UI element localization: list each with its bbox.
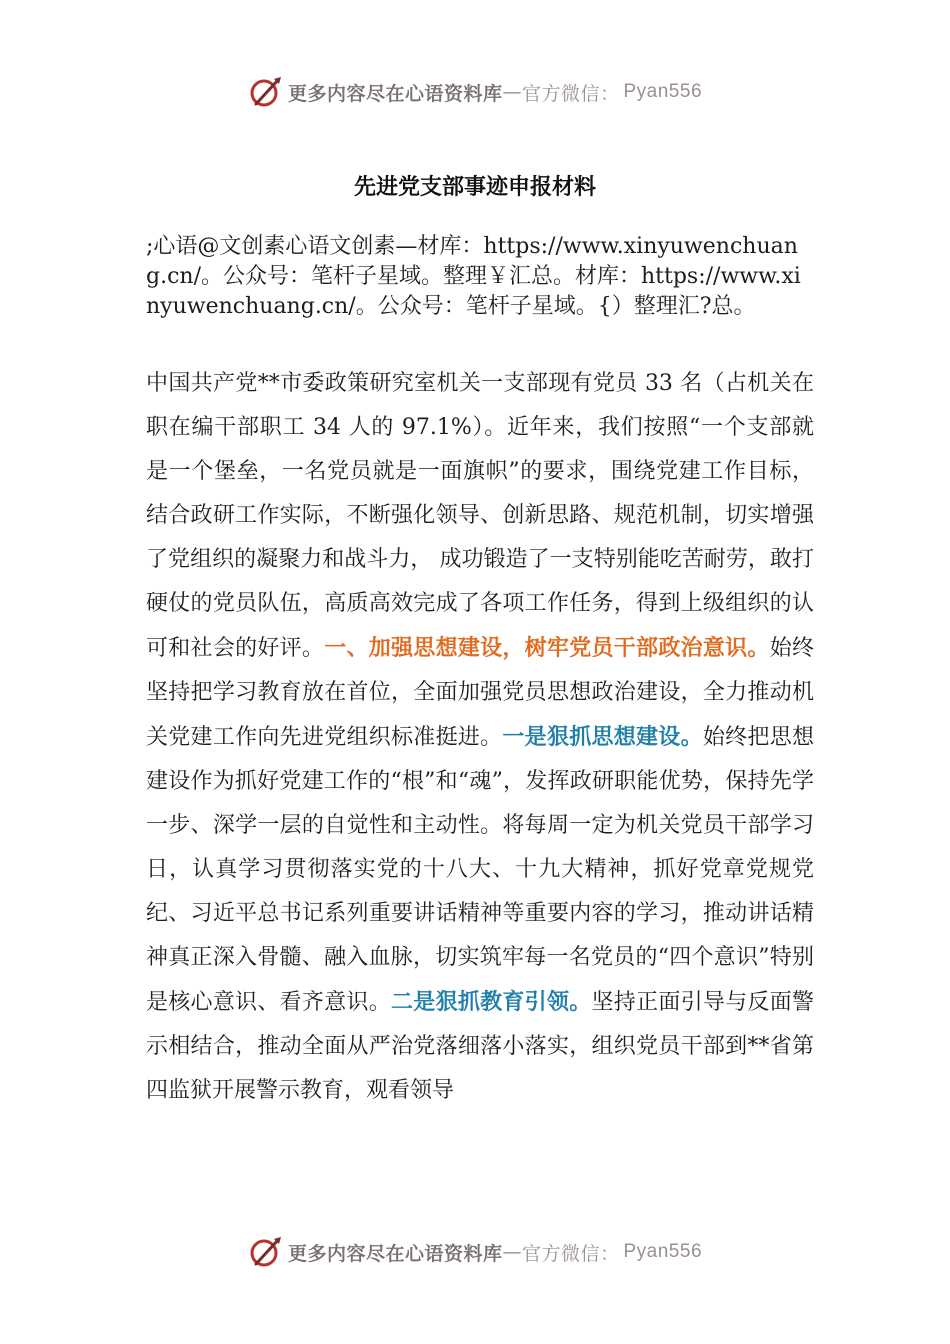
body-text: 中国共产党**市委政策研究室机关一支部现有党员 33 名（占机关在职在编干部职工 34 人的 97.1%）。近年来，我们按照“一个支部就是一个堡垒，一名党员就是一面旗帜”的要求，围绕党建工作目标，结合政研工作实际，不断强化领导、创新思路、规范机制，切实增强了党组织的凝聚力和战斗力， 成功锻造了一支特别能吃苦耐劳，敢打硬仗的党员队伍，高质高效完成了各项工作任务，得到上级组织的认可和社会的好评。 bbox=[146, 371, 814, 661]
body-text: 始终把思想建设作为抓好党建工作的“根”和“魂”，发挥政研职能优势，保持先学一步、深学一层的自觉性和主动性。将每周一定为机关党员干部学习日，认真学习贯彻落实党的十八大、十九大精神，抓好党章党规党纪、习近平总书记系列重要讲话精神等重要内容的学习，推动讲话精神真正深入骨髓、融入血脉，切实筑牢每一名党员的“四个意识”特别是核心意识、看齐意识。 bbox=[146, 725, 814, 1015]
body-text: 坚持正面引导与反面警示相结合，推动全面从严治党落细落小落实，组织党员干部到**省第四监狱开展警示教育，观看领导 bbox=[146, 990, 814, 1103]
banner-account: Pyan556 bbox=[623, 81, 703, 102]
sub-heading: 二是狠抓教育引领。 bbox=[391, 989, 592, 1015]
document-intro: ;心语@文创素心语文创素—材库：https://www.xinyuwenchuang.cn/。公众号：笔杆子星域。整理￥汇总。材库：https://www.xinyuwenchuang.cn/。公众号：笔杆子星域。{）整理汇?总。 bbox=[146, 234, 801, 319]
banner-wechat-label: 官方微信： bbox=[521, 1242, 620, 1265]
banner-wechat-label: 官方微信： bbox=[521, 82, 620, 105]
banner-main-text: 更多内容尽在心语资料库 bbox=[287, 1242, 503, 1265]
brand-logo-icon bbox=[248, 1234, 284, 1270]
footer-banner bbox=[0, 1230, 950, 1274]
brand-logo-icon bbox=[248, 74, 284, 110]
banner-account: Pyan556 bbox=[623, 1241, 703, 1262]
body-text: 始终坚持把学习教育放在首位，全面加强党员思想政治建设，全力推动机关党建工作向先进党组织标准挺进。 bbox=[146, 636, 814, 750]
document-body bbox=[146, 362, 814, 1113]
banner-main-text: 更多内容尽在心语资料库 bbox=[287, 82, 503, 105]
section-heading: 一、加强思想建设，树牢党员干部政治意识。 bbox=[324, 635, 770, 661]
banner-dash: — bbox=[502, 1241, 522, 1263]
document-title: 先进党支部事迹申报材料 bbox=[353, 175, 596, 200]
sub-heading: 一是狠抓思想建设。 bbox=[502, 724, 703, 750]
banner-dash: — bbox=[502, 81, 522, 103]
header-banner bbox=[0, 70, 950, 114]
